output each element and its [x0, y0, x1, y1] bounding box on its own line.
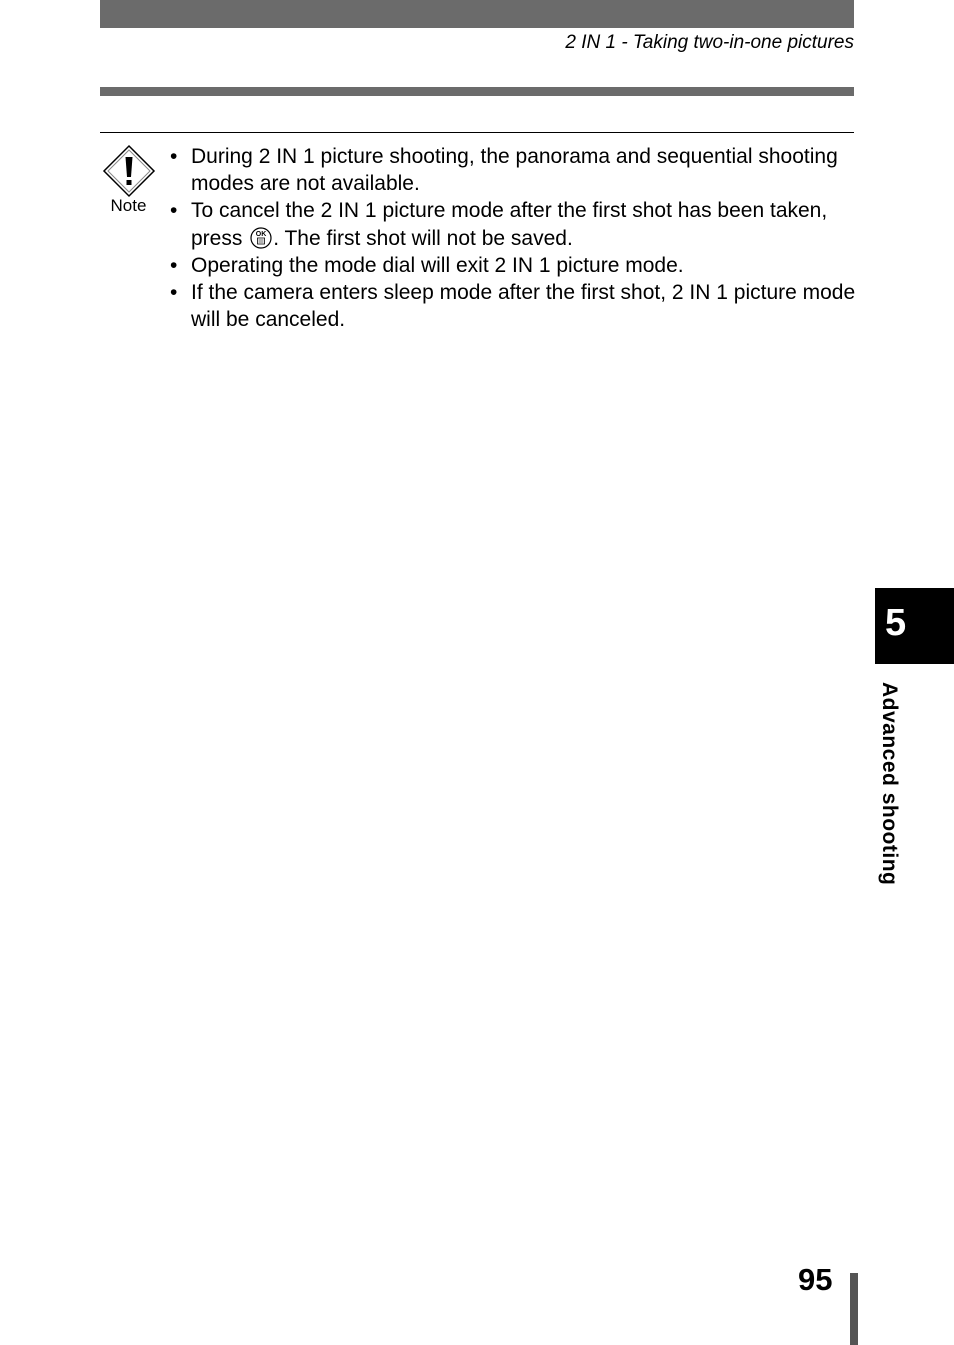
- section-title: 2 IN 1 - Taking two-in-one pictures: [565, 32, 854, 53]
- ok-icon-text: OK: [255, 230, 267, 238]
- header-bar-top: [100, 0, 854, 28]
- header-bar-bottom: [100, 87, 854, 96]
- chapter-tab: [875, 588, 954, 664]
- list-item-text: During 2 IN 1 picture shooting, the panorama and sequential shooting modes are not available.: [191, 145, 838, 196]
- note-label: Note: [110, 196, 147, 215]
- warning-exclamation-icon: [102, 144, 156, 200]
- note-list: [170, 143, 860, 333]
- note-divider: [100, 132, 854, 133]
- list-item: [170, 279, 860, 333]
- list-item-text: If the camera enters sleep mode after the first shot, 2 IN 1 picture mode will be canceled.: [191, 281, 856, 332]
- chapter-number: 5: [885, 602, 907, 644]
- bullet: •: [170, 199, 178, 223]
- list-item-text: To cancel the 2 IN 1 picture mode after the first shot has been taken, press: [191, 199, 828, 250]
- ok-button-icon: [250, 226, 272, 250]
- bullet: •: [170, 253, 178, 277]
- page-number: 95: [798, 1262, 833, 1297]
- chapter-title: Advanced shooting: [878, 682, 901, 886]
- bullet: •: [170, 145, 178, 168]
- page-number-bar: [850, 1273, 858, 1345]
- bullet: •: [170, 281, 178, 305]
- list-item: [170, 143, 860, 197]
- list-item-text: . The first shot will not be saved.: [273, 226, 573, 250]
- list-item-text: Operating the mode dial will exit 2 IN 1 picture mode.: [191, 253, 684, 277]
- list-item: [170, 197, 860, 251]
- list-item: [170, 252, 860, 279]
